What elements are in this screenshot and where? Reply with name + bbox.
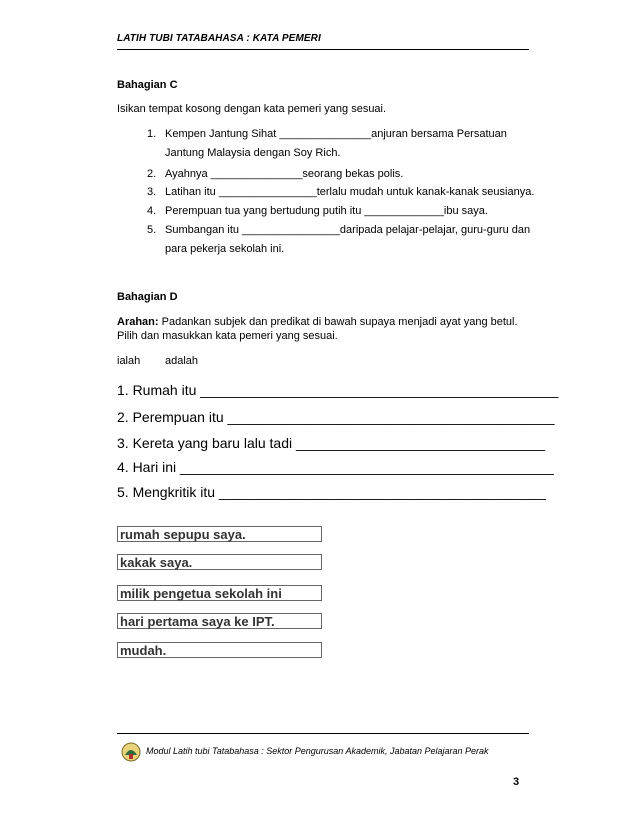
predicate-text: hari pertama saya ke IPT. [120, 614, 275, 629]
predicate-box [117, 642, 322, 658]
item-number: 1. [147, 128, 157, 140]
item-text: Sumbangan itu ________________daripada pelajar-pelajar, guru-guru dan [165, 224, 531, 236]
section-c-title: Bahagian C [117, 79, 178, 91]
item-number: 5. [147, 224, 157, 236]
arahan-text: Padankan subjek dan predikat di bawah supaya menjadi ayat yang betul. [158, 316, 518, 328]
section-d-title: Bahagian D [117, 291, 178, 303]
section-d-instruction [117, 316, 518, 328]
predicate-box [117, 585, 322, 601]
arahan-label: Arahan: [117, 316, 159, 328]
predicate-box [117, 526, 322, 542]
crest-logo-icon [120, 741, 142, 763]
sentence-line: 3. Kereta yang baru lalu tadi ________________________________ [117, 435, 546, 451]
footer-divider [117, 733, 529, 734]
sentence-line: 5. Mengkritik itu __________________________________________ [117, 484, 546, 500]
predicate-box [117, 613, 322, 629]
item-text: Latihan itu ________________terlalu mudah untuk kanak-kanak seusianya. [165, 186, 535, 198]
document-header-title: LATIH TUBI TATABAHASA : KATA PEMERI [117, 33, 321, 44]
word-option-ialah: ialah [117, 355, 141, 367]
section-d-instruction-line2: Pilih dan masukkan kata pemeri yang sesuai. [117, 330, 338, 342]
sentence-line: 1. Rumah itu ______________________________________________ [117, 382, 559, 398]
item-text-continued: Jantung Malaysia dengan Soy Rich. [165, 147, 341, 159]
item-text: Kempen Jantung Sihat _______________anjuran bersama Persatuan [165, 128, 507, 140]
predicate-text: milik pengetua sekolah ini [120, 586, 282, 601]
item-text: Ayahnya _______________seorang bekas polis. [165, 168, 404, 180]
item-text-continued: para pekerja sekolah ini. [165, 243, 285, 255]
footer-text: Modul Latih tubi Tatabahasa : Sektor Pengurusan Akademik, Jabatan Pelajaran Perak [146, 746, 489, 756]
item-number: 3. [147, 186, 157, 198]
section-c-instruction: Isikan tempat kosong dengan kata pemeri yang sesuai. [117, 103, 387, 115]
predicate-text: rumah sepupu saya. [120, 527, 246, 542]
sentence-line: 4. Hari ini ________________________________________________ [117, 459, 554, 475]
word-option-adalah: adalah [165, 355, 199, 367]
predicate-text: kakak saya. [120, 555, 193, 570]
item-number: 2. [147, 168, 157, 180]
predicate-box [117, 554, 322, 570]
page-number: 3 [513, 776, 520, 788]
header-divider [117, 49, 529, 50]
sentence-line: 2. Perempuan itu __________________________________________ [117, 409, 555, 425]
predicate-text: mudah. [120, 643, 167, 658]
item-text: Perempuan tua yang bertudung putih itu _____________ibu saya. [165, 205, 488, 217]
item-number: 4. [147, 205, 157, 217]
